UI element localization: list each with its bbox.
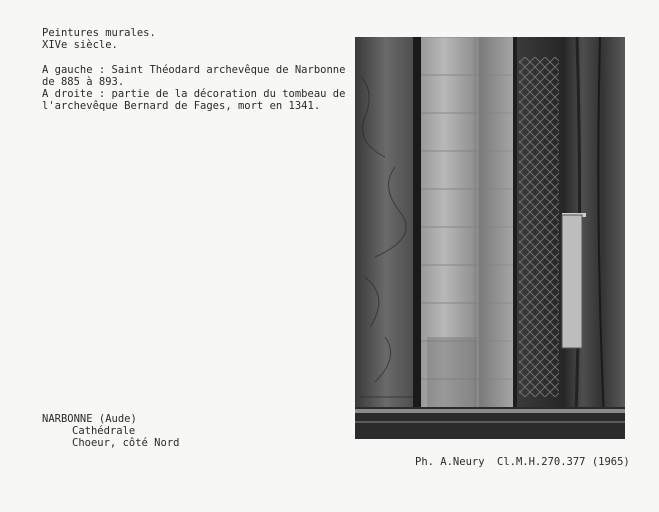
subject-title: Peintures murales. — [42, 27, 156, 39]
photo-reference: Cl.M.H.270.377 (1965) — [497, 456, 630, 468]
caption-left-line1: A gauche : Saint Théodard archevêque de Narbonne — [42, 64, 346, 76]
location-place: Choeur, côté Nord — [72, 437, 180, 449]
photographer-credit: Ph. A.Neury — [415, 456, 485, 468]
caption-left-line2: de 885 à 893. — [42, 76, 125, 88]
location-city: NARBONNE (Aude) — [42, 413, 137, 425]
century: XIVe siècle. — [42, 39, 118, 51]
caption-right-line1: A droite : partie de la décoration du tombeau de — [42, 88, 346, 100]
caption-right-line2: l'archevêque Bernard de Fages, mort en 1341. — [42, 100, 321, 112]
photograph — [355, 37, 625, 439]
location-building: Cathédrale — [72, 425, 136, 437]
